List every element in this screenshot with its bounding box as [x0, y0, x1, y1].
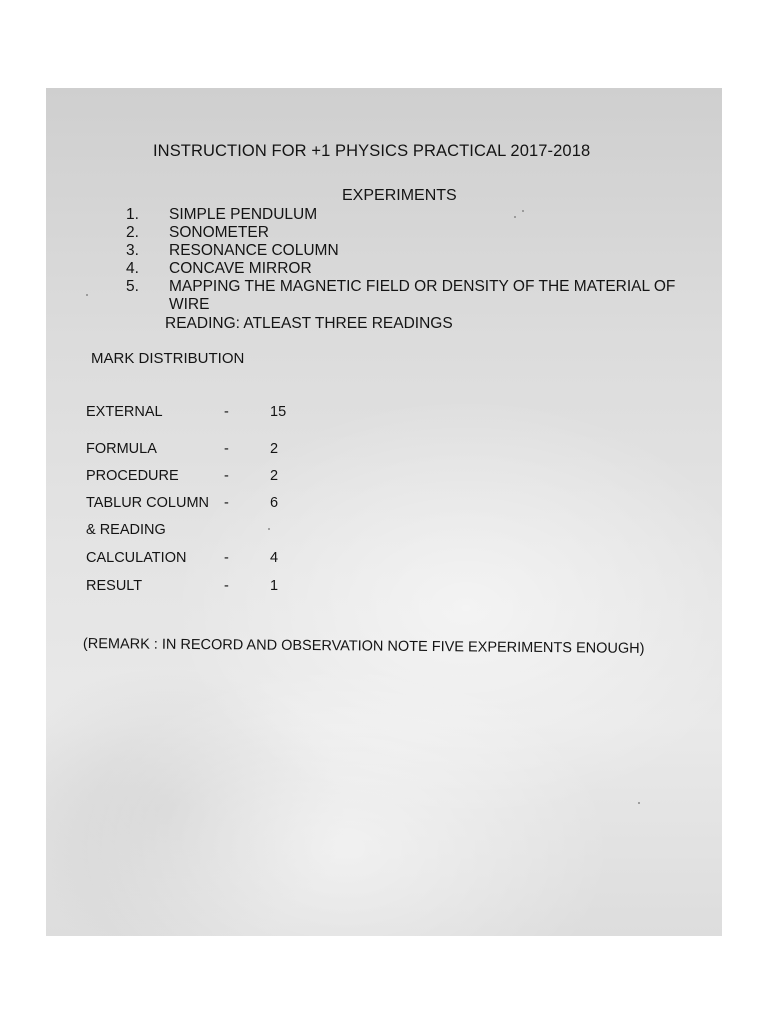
mark-value: 6 [270, 495, 279, 511]
experiments-list [122, 206, 702, 314]
reading-note: READING: ATLEAST THREE READINGS [165, 315, 453, 332]
document-title: INSTRUCTION FOR +1 PHYSICS PRACTICAL 2017-2018 [153, 142, 591, 160]
speck [86, 294, 88, 296]
mark-distribution-heading: MARK DISTRIBUTION [91, 350, 245, 367]
mark-row [86, 495, 346, 515]
mark-dash: - [224, 468, 229, 484]
experiment-text: MAPPING THE MAGNETIC FIELD OR DENSITY OF THE MATERIAL OF WIRE [169, 278, 676, 313]
mark-value: 2 [270, 468, 279, 484]
experiment-text: RESONANCE COLUMN [169, 242, 339, 259]
document-sheet [46, 88, 722, 936]
experiment-text: SIMPLE PENDULUM [169, 206, 318, 223]
mark-label: CALCULATION [86, 550, 187, 566]
experiment-number: 1. [126, 206, 139, 223]
mark-dash: - [224, 495, 229, 511]
mark-label: FORMULA [86, 441, 157, 457]
mark-row [86, 550, 346, 570]
speck [514, 216, 516, 218]
mark-label: RESULT [86, 578, 143, 594]
remark-note: (REMARK : IN RECORD AND OBSERVATION NOTE FIVE EXPERIMENTS ENOUGH) [82, 636, 645, 657]
mark-row [86, 468, 346, 488]
experiment-item [122, 206, 702, 224]
mark-label: EXTERNAL [86, 404, 163, 420]
experiment-number: 4. [126, 260, 139, 277]
mark-label: PROCEDURE [86, 468, 179, 484]
mark-dash: - [224, 578, 229, 594]
experiment-text: SONOMETER [169, 224, 269, 241]
mark-value: 4 [270, 550, 279, 566]
mark-dash: - [224, 441, 229, 457]
mark-dash: - [224, 404, 229, 420]
experiment-number: 2. [126, 224, 139, 241]
speck [522, 210, 524, 212]
mark-row [86, 441, 346, 461]
mark-row [86, 578, 346, 598]
experiment-number: 5. [126, 278, 139, 295]
experiment-item [122, 242, 702, 260]
mark-label: & READING [86, 522, 166, 538]
mark-dash: - [224, 550, 229, 566]
experiments-heading: EXPERIMENTS [342, 187, 457, 204]
experiment-item [122, 260, 702, 278]
experiment-number: 3. [126, 242, 139, 259]
mark-value: 2 [270, 441, 279, 457]
mark-value: 1 [270, 578, 279, 594]
experiment-item [122, 224, 702, 242]
mark-row [86, 404, 346, 424]
speck [268, 528, 270, 530]
mark-value: 15 [270, 404, 287, 420]
experiment-item [122, 278, 702, 314]
speck [638, 802, 640, 804]
mark-row [86, 522, 346, 542]
experiment-text: CONCAVE MIRROR [169, 260, 312, 277]
mark-label: TABLUR COLUMN [86, 495, 209, 511]
